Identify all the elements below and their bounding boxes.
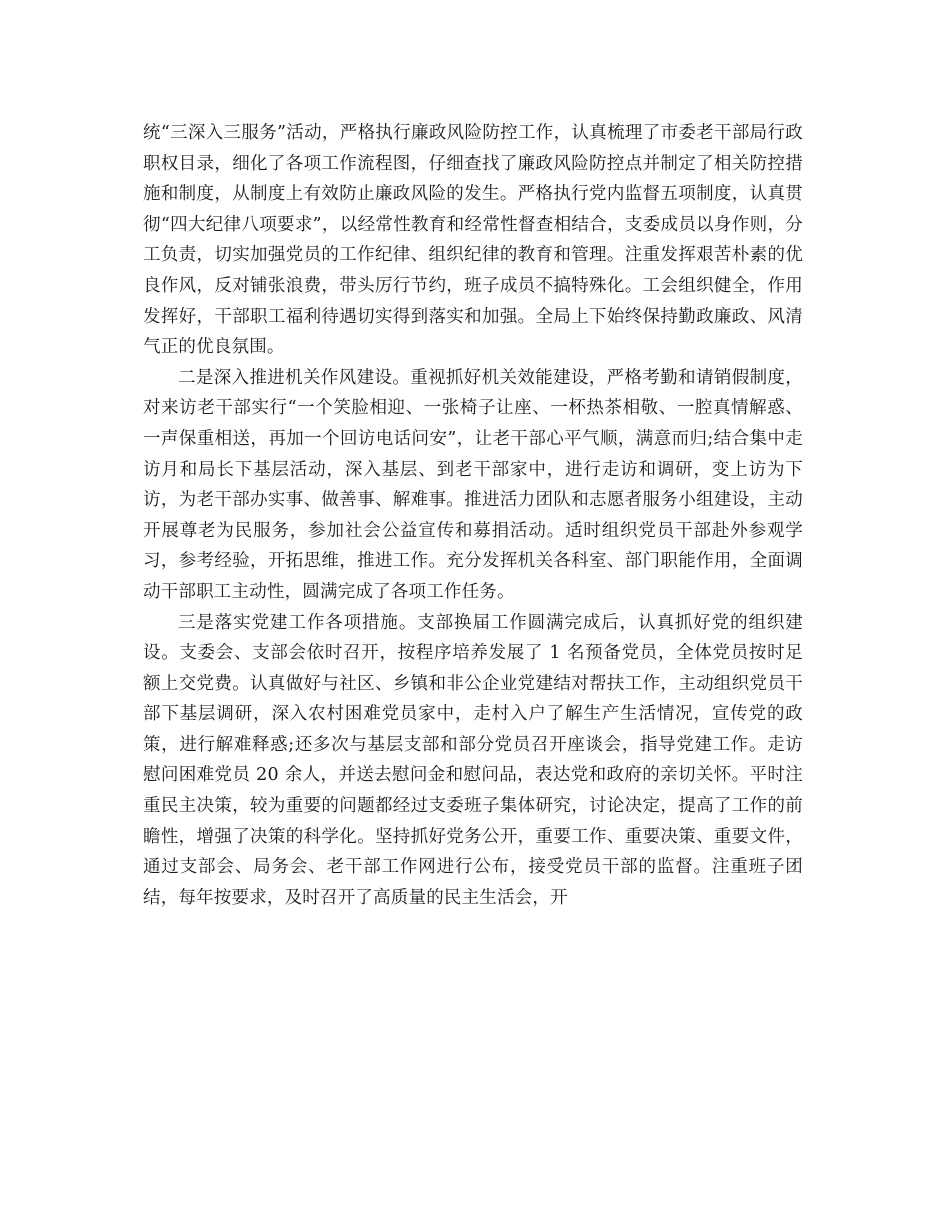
document-body — [143, 118, 803, 913]
paragraph-party-building: 三是落实党建工作各项措施。支部换届工作圆满完成后，认真抓好党的组织建设。支委会、支部会依时召开，按程序培养发展了 1 名预备党员，全体党员按时足额上交党费。认真做好与社区、乡镇和非公企业党建结对帮扶工作，主动组织党员干部下基层调研，深入农村困难党员家中，走村入户了解生产生活情况，宣传党的政策，进行解难释惑;还多次与基层支部和部分党员召开座谈会，指导党建工作。走访慰问困难党员 20 余人，并送去慰问金和慰问品，表达党和政府的亲切关怀。平时注重民主决策，较为重要的问题都经过支委班子集体研究，讨论决定，提高了工作的前瞻性，增强了决策的科学化。坚持抓好党务公开，重要工作、重要决策、重要文件，通过支部会、局务会、老干部工作网进行公布，接受党员干部的监督。注重班子团结，每年按要求，及时召开了高质量的民主生活会，开 — [143, 612, 803, 908]
paragraph-continuation: 统“三深入三服务”活动，严格执行廉政风险防控工作，认真梳理了市委老干部局行政职权目录，细化了各项工作流程图，仔细查找了廉政风险防控点并制定了相关防控措施和制度，从制度上有效防止廉政风险的发生。严格执行党内监督五项制度，认真贯彻“四大纪律八项要求”，以经常性教育和经常性督查相结合，支委成员以身作则，分工负责，切实加强党员的工作纪律、组织纪律的教育和管理。注重发挥艰苦朴素的优良作风，反对铺张浪费，带头厉行节约，班子成员不搞特殊化。工会组织健全，作用发挥好，干部职工福利待遇切实得到落实和加强。全局上下始终保持勤政廉政、风清气正的优良氛围。 — [143, 123, 803, 358]
paragraph-work-style: 二是深入推进机关作风建设。重视抓好机关效能建设，严格考勤和请销假制度，对来访老干部实行“一个笑脸相迎、一张椅子让座、一杯热茶相敬、一腔真情解惑、一声保重相送，再加一个回访电话问安”，让老干部心平气顺，满意而归;结合集中走访月和局长下基层活动，深入基层、到老干部家中，进行走访和调研，变上访为下访，为老干部办实事、做善事、解难事。推进活力团队和志愿者服务小组建设，主动开展尊老为民服务，参加社会公益宣传和募捐活动。适时组织党员干部赴外参观学习，参考经验，开拓思维，推进工作。充分发挥机关各科室、部门职能作用，全面调动干部职工主动性，圆满完成了各项工作任务。 — [143, 367, 803, 602]
